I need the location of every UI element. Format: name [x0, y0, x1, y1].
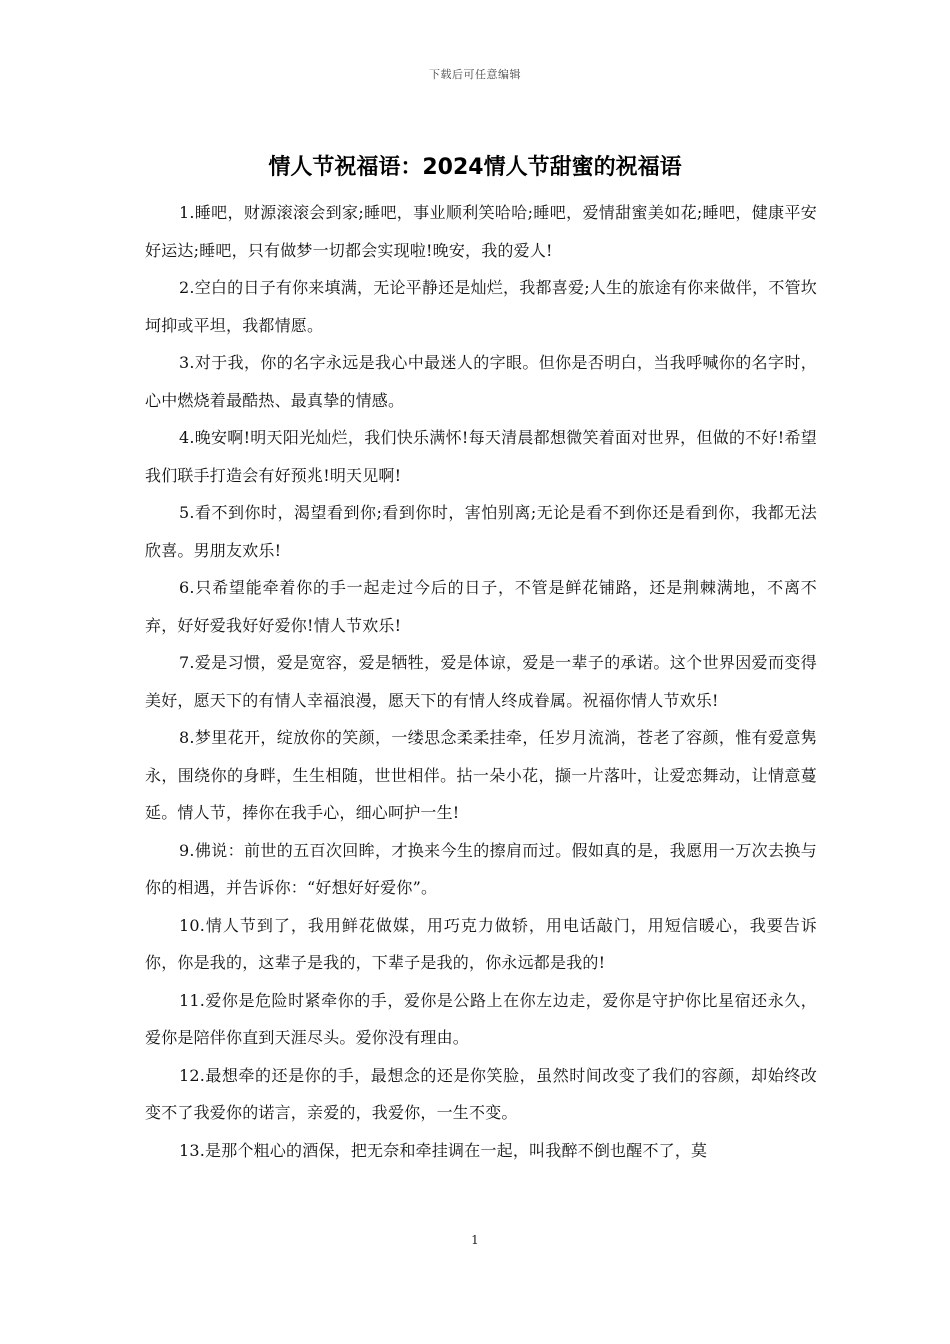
- page-number: 1: [471, 1233, 479, 1247]
- document-title: 情人节祝福语：2024情人节甜蜜的祝福语: [268, 155, 682, 180]
- paragraph-7: 7.爱是习惯，爱是宽容，爱是牺牲，爱是体谅，爱是一辈子的承诺。这个世界因爱而变得美好，愿天下的有情人幸福浪漫，愿天下的有情人终成眷属。祝福你情人节欢乐!: [145, 653, 817, 710]
- paragraph-2: 2.空白的日子有你来填满，无论平静还是灿烂，我都喜爱;人生的旅途有你来做伴，不管坎坷抑或平坦，我都情愿。: [145, 278, 817, 335]
- paragraph-10: 10.情人节到了，我用鲜花做媒，用巧克力做轿，用电话敲门，用短信暖心，我要告诉你，你是我的，这辈子是我的，下辈子是我的，你永远都是我的!: [145, 915, 817, 972]
- paragraph-1: 1.睡吧，财源滚滚会到家;睡吧，事业顺利笑哈哈;睡吧，爱情甜蜜美如花;睡吧，健康平安好运达;睡吧，只有做梦一切都会实现啦!晚安，我的爱人!: [145, 203, 817, 260]
- paragraph-9: 9.佛说：前世的五百次回眸，才换来今生的擦肩而过。假如真的是，我愿用一万次去换与你的相遇，并告诉你：“好想好好爱你”。: [145, 840, 817, 897]
- paragraph-13: 13.是那个粗心的酒保，把无奈和牵挂调在一起，叫我醉不倒也醒不了，莫: [179, 1140, 708, 1160]
- paragraph-5: 5.看不到你时，渴望看到你;看到你时，害怕别离;无论是看不到你还是看到你，我都无法欣喜。男朋友欢乐!: [145, 503, 817, 560]
- paragraph-3: 3.对于我，你的名字永远是我心中最迷人的字眼。但你是否明白，当我呼喊你的名字时，心中燃烧着最酷热、最真挚的情感。: [145, 353, 817, 410]
- paragraph-8: 8.梦里花开，绽放你的笑颜，一缕思念柔柔挂牵，任岁月流淌，苍老了容颜，惟有爱意隽永，围绕你的身畔，生生相随，世世相伴。拈一朵小花，撷一片落叶，让爱恋舞动，让情意蔓延。情人节，捧你在我手心，细心呵护一生!: [145, 728, 817, 822]
- paragraph-4: 4.晚安啊!明天阳光灿烂，我们快乐满怀!每天清晨都想微笑着面对世界，但做的不好!希望我们联手打造会有好预兆!明天见啊!: [145, 428, 817, 485]
- header-note: 下载后可任意编辑: [429, 68, 521, 81]
- document-body: [145, 194, 817, 1169]
- paragraph-12: 12.最想牵的还是你的手，最想念的还是你笑脸，虽然时间改变了我们的容颜，却始终改变不了我爱你的诺言，亲爱的，我爱你，一生不变。: [145, 1065, 817, 1122]
- paragraph-6: 6.只希望能牵着你的手一起走过今后的日子，不管是鲜花铺路，还是荆棘满地，不离不弃，好好爱我好好爱你!情人节欢乐!: [145, 578, 817, 635]
- paragraph-11: 11.爱你是危险时紧牵你的手，爱你是公路上在你左边走，爱你是守护你比星宿还永久，爱你是陪伴你直到天涯尽头。爱你没有理由。: [145, 990, 817, 1047]
